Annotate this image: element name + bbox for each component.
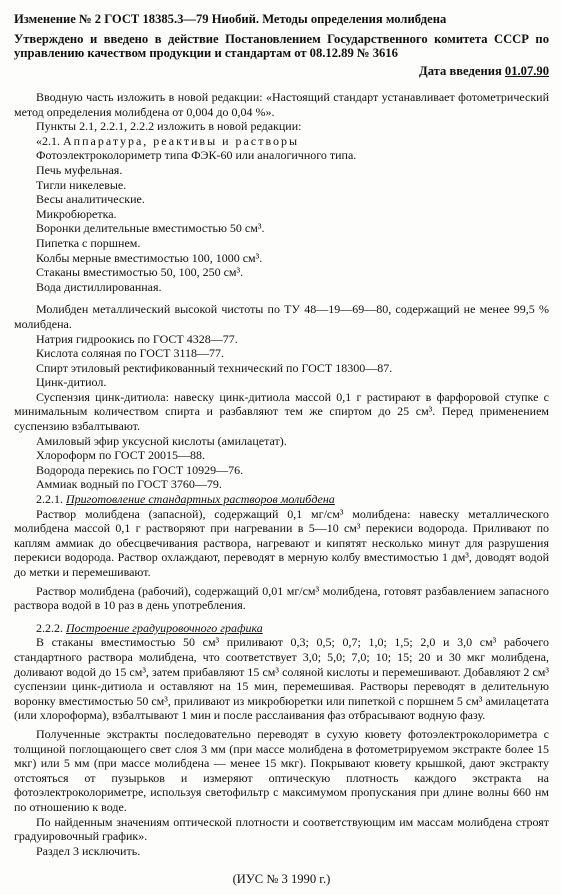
section-2-2-2-heading (14, 621, 549, 636)
effective-date-label: Дата введения (419, 64, 502, 78)
equipment-list (14, 148, 549, 294)
section-2-2-1-title: Приготовление стандартных растворов молибдена (66, 492, 335, 507)
equipment-item: Стаканы вместимостью 50, 100, 250 см³. (36, 265, 244, 280)
stock-solution-paragraph: Раствор молибдена (запасной), содержащий 0,1 мг/см³ молибдена: навеску металлического молибдена массой 0,1 г растворяют при нагревании в 5—10 см³ перекиси водорода. Приливают по каплям аммиак до обесцвечивания раствора, нагревают и кипятят несколько минут для разрушения перекиси водорода. Раствор охлаждают, переводят в мерную колбу вместимостью 1 дм³, доводят водой до метки и перемешивают. (14, 506, 549, 579)
reagent-item: Хлороформ по ГОСТ 20015—88. (36, 448, 206, 463)
equipment-item: Колбы мерные вместимостью 100, 1000 см³. (36, 250, 263, 265)
effective-date-value: 01.07.90 (504, 64, 549, 78)
equipment-item: Микробюретка. (36, 206, 117, 221)
section-2-1-number: «2.1. (36, 133, 60, 148)
reagent-item: Аммиак водный по ГОСТ 3760—79. (36, 477, 222, 492)
reagent-item: Кислота соляная по ГОСТ 3118—77. (36, 346, 225, 361)
equipment-item: Печь муфельная. (36, 162, 123, 177)
section-2-2-1-number: 2.2.1. (36, 492, 63, 507)
reagent-list (14, 332, 549, 390)
document-title: Изменение № 2 ГОСТ 18385.3—79 Ниобий. Методы определения молибдена (14, 12, 447, 26)
suspension-paragraph: Суспензия цинк-дитиола: навеску цинк-дитиола массой 0,1 г растирают в фарфоровой ступке с минимальным количеством спирта и разбавляют тем же спиртом до 25 см³. Перед применением суспензию взбалтывают. (14, 389, 549, 434)
equipment-item: Вода дистиллированная. (36, 279, 162, 294)
section-2-2-2-number: 2.2.2. (36, 620, 63, 635)
reagent-item: Спирт этиловый ректификованный технический по ГОСТ 18300—87. (36, 360, 393, 375)
effective-date (14, 64, 549, 78)
reagent-item: Водорода перекись по ГОСТ 10929—76. (36, 462, 244, 477)
extracts-paragraph: Полученные экстракты последовательно переводят в сухую кювету фотоэлектроколориметра с толщиной поглощающего свет слоя 3 мм (при массе молибдена в фотометрируемом экстракте более 15 мкг) или 5 мм (при массе молибдена — менее 15 мкг). Покрывают кювету крышкой, дают экстракту отстояться от пузырьков и измеряют оптическую плотность каждого экстракта на фотоэлектроколориметре, используя светофильтр с максимумом пропускания при длине волны 660 нм по отношению к воде. (14, 726, 549, 814)
working-solution-paragraph: Раствор молибдена (рабочий), содержащий 0,01 мг/см³ молибдена, готовят разбавлением запасного раствора водой в 10 раз в день употребления. (14, 583, 549, 613)
intro-paragraph: Вводную часть изложить в новой редакции: «Настоящий стандарт устанавливает фотометрический метод определения молибдена от 0,004 до 0,04 %». (14, 90, 549, 119)
section-3-paragraph: Раздел 3 исключить. (36, 843, 141, 858)
values-paragraph: По найденным значениям оптической плотности и соответствующим им массам молибдена строят градуировочный график». (14, 814, 549, 844)
equipment-item: Фотоэлектроколориметр типа ФЭК-60 или аналогичного типа. (36, 148, 357, 163)
section-2-2-1-heading (14, 492, 549, 507)
reagent-item: Амиловый эфир уксусной кислоты (амилацетат). (36, 433, 287, 448)
section-2-1-title: Аппаратура, реактивы и растворы (63, 133, 300, 148)
equipment-item: Воронки делительные вместимостью 50 см³. (36, 221, 265, 236)
molybdenum-paragraph: Молибден металлический высокой чистоты по ТУ 48—19—69—80, содержащий не менее 99,5 % молибдена. (14, 302, 549, 331)
equipment-item: Тигли никелевые. (36, 177, 127, 192)
reagent-list-2 (14, 434, 549, 492)
footer-citation: (ИУС № 3 1990 г.) (232, 872, 331, 887)
section-2-1-heading (14, 134, 549, 149)
reagent-item: Цинк-дитиол. (36, 375, 107, 390)
equipment-item: Весы аналитические. (36, 192, 145, 207)
calibration-paragraph: В стаканы вместимостью 50 см³ приливают 0,3; 0,5; 0,7; 1,0; 1,5; 2,0 и 3,0 см³ рабочего стандартного раствора молибдена, что соответствует 3,0; 5,0; 7,0; 10; 15; 20 и 30 мкг молибдена, доливают водой до 15 см³, затем прибавляют 15 см³ соляной кислоты и перемешивают. Добавляют 2 см³ суспензии цинк-дитиола и оставляют на 15 мин, перемешивая. Растворы переводят в делительную воронку вместимостью 50 см³, приливают из микробюретки или пипеткой с поршнем 5 см³ амилацетата (или хлороформа), взбалтывают 1 мин и после расслаивания фаз отбрасывают водную фазу. (14, 635, 549, 723)
points-paragraph: Пункты 2.1, 2.2.1, 2.2.2 изложить в новой редакции: (36, 119, 302, 134)
section-2-2-2-title: Построение градуировочного графика (66, 620, 263, 635)
approval-statement: Утверждено и введено в действие Постановлением Государственного комитета СССР по управлению качеством продукции и стандартам от 08.12.89 № 3616 (14, 32, 549, 60)
reagent-item: Натрия гидроокись по ГОСТ 4328—77. (36, 331, 238, 346)
equipment-item: Пипетка с поршнем. (36, 235, 141, 250)
